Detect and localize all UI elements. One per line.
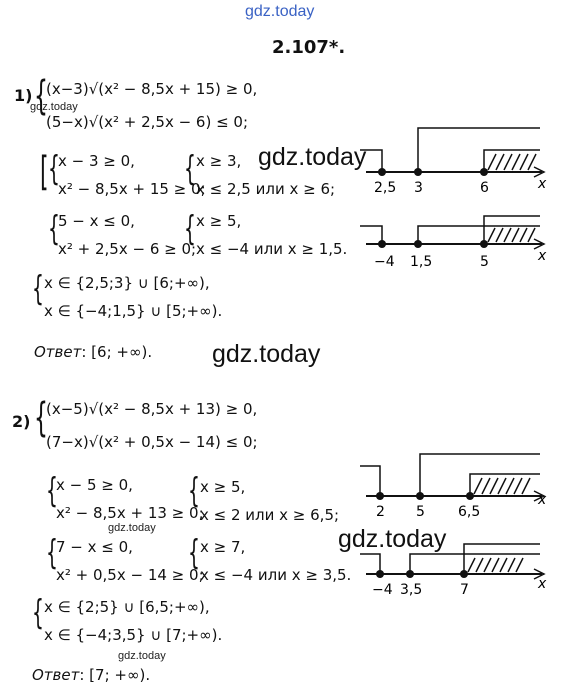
system-brace: { [48,209,60,249]
answer: Ответ: [7; +∞). [32,666,151,684]
system-brace: { [34,73,48,119]
system-line: (7−x)√(x² + 0,5x − 14) ≤ 0; [46,433,258,451]
union-line: x ∈ {2;5} ∪ [6,5;+∞), [44,598,210,616]
case-line: x ≤ 2,5 или x ≥ 6; [196,180,336,198]
axis-tick-label: 5 [480,254,489,270]
part-number: 1) [14,86,33,105]
axis-tick-label: 6,5 [458,504,481,520]
watermark-small: gdz.today [108,522,156,534]
case-line: 7 − x ≤ 0, [56,538,133,556]
system-brace: { [184,209,196,249]
system-brace: { [46,533,58,573]
union-line: x ∈ {−4;3,5} ∪ [7;+∞). [44,626,223,644]
number-line-diagram [360,440,560,600]
case-line: x² + 2,5x − 6 ≥ 0; [58,240,197,258]
system-brace: { [188,533,200,573]
axis-tick-label: 3 [414,180,423,196]
union-line: x ∈ {2,5;3} ∪ [6;+∞), [44,274,210,292]
axis-tick-label: 5 [416,504,425,520]
number-line-diagram [360,120,560,280]
axis-tick-label: 2,5 [374,180,397,196]
axis-variable-label: x [538,492,547,508]
case-bracket: [ [40,149,49,195]
case-line: x ≥ 3, [196,152,242,170]
axis-tick-label: 6 [480,180,489,196]
watermark-big: gdz.today [212,340,321,368]
system-brace: { [188,471,200,511]
case-line: 5 − x ≤ 0, [58,212,135,230]
system-brace: { [48,149,60,189]
axis-tick-label: 3,5 [400,582,423,598]
axis-tick-label: 7 [460,582,469,598]
watermark-small: gdz.today [118,650,166,662]
axis-tick-label: −4 [372,582,393,598]
system-brace: { [34,395,48,441]
system-brace: { [32,269,44,309]
answer: Ответ: [6; +∞). [34,343,153,361]
problem-title: 2.107*. [272,37,346,58]
watermark-small: gdz.today [30,101,78,113]
system-brace: { [46,471,58,511]
watermark-big: gdz.today [338,525,447,553]
axis-tick-label: 1,5 [410,254,433,270]
case-line: x ≥ 5, [200,478,246,496]
union-line: x ∈ {−4;1,5} ∪ [5;+∞). [44,302,223,320]
axis-tick-label: 2 [376,504,385,520]
case-line: x² − 8,5x + 13 ≥ 0; [56,504,204,522]
system-brace: { [32,593,44,633]
system-line: (5−x)√(x² + 2,5x − 6) ≤ 0; [46,113,249,131]
system-line: (x−5)√(x² − 8,5x + 13) ≥ 0, [46,400,258,418]
case-line: x² − 8,5x + 15 ≥ 0; [58,180,206,198]
axis-variable-label: x [538,576,547,592]
case-line: x ≤ −4 или x ≥ 1,5. [196,240,348,258]
case-line: x − 5 ≥ 0, [56,476,133,494]
case-line: x ≥ 5, [196,212,242,230]
case-line: x − 3 ≥ 0, [58,152,135,170]
system-line: (x−3)√(x² − 8,5x + 15) ≥ 0, [46,80,258,98]
case-line: x ≤ −4 или x ≥ 3,5. [200,566,352,584]
part-number: 2) [12,412,31,431]
axis-variable-label: x [538,176,547,192]
case-line: x ≤ 2 или x ≥ 6,5; [200,506,340,524]
axis-variable-label: x [538,248,547,264]
case-line: x ≥ 7, [200,538,246,556]
watermark-big: gdz.today [258,143,367,171]
case-line: x² + 0,5x − 14 ≥ 0; [56,566,204,584]
axis-tick-label: −4 [374,254,395,270]
watermark-top: gdz.today [245,3,315,20]
system-brace: { [184,149,196,189]
